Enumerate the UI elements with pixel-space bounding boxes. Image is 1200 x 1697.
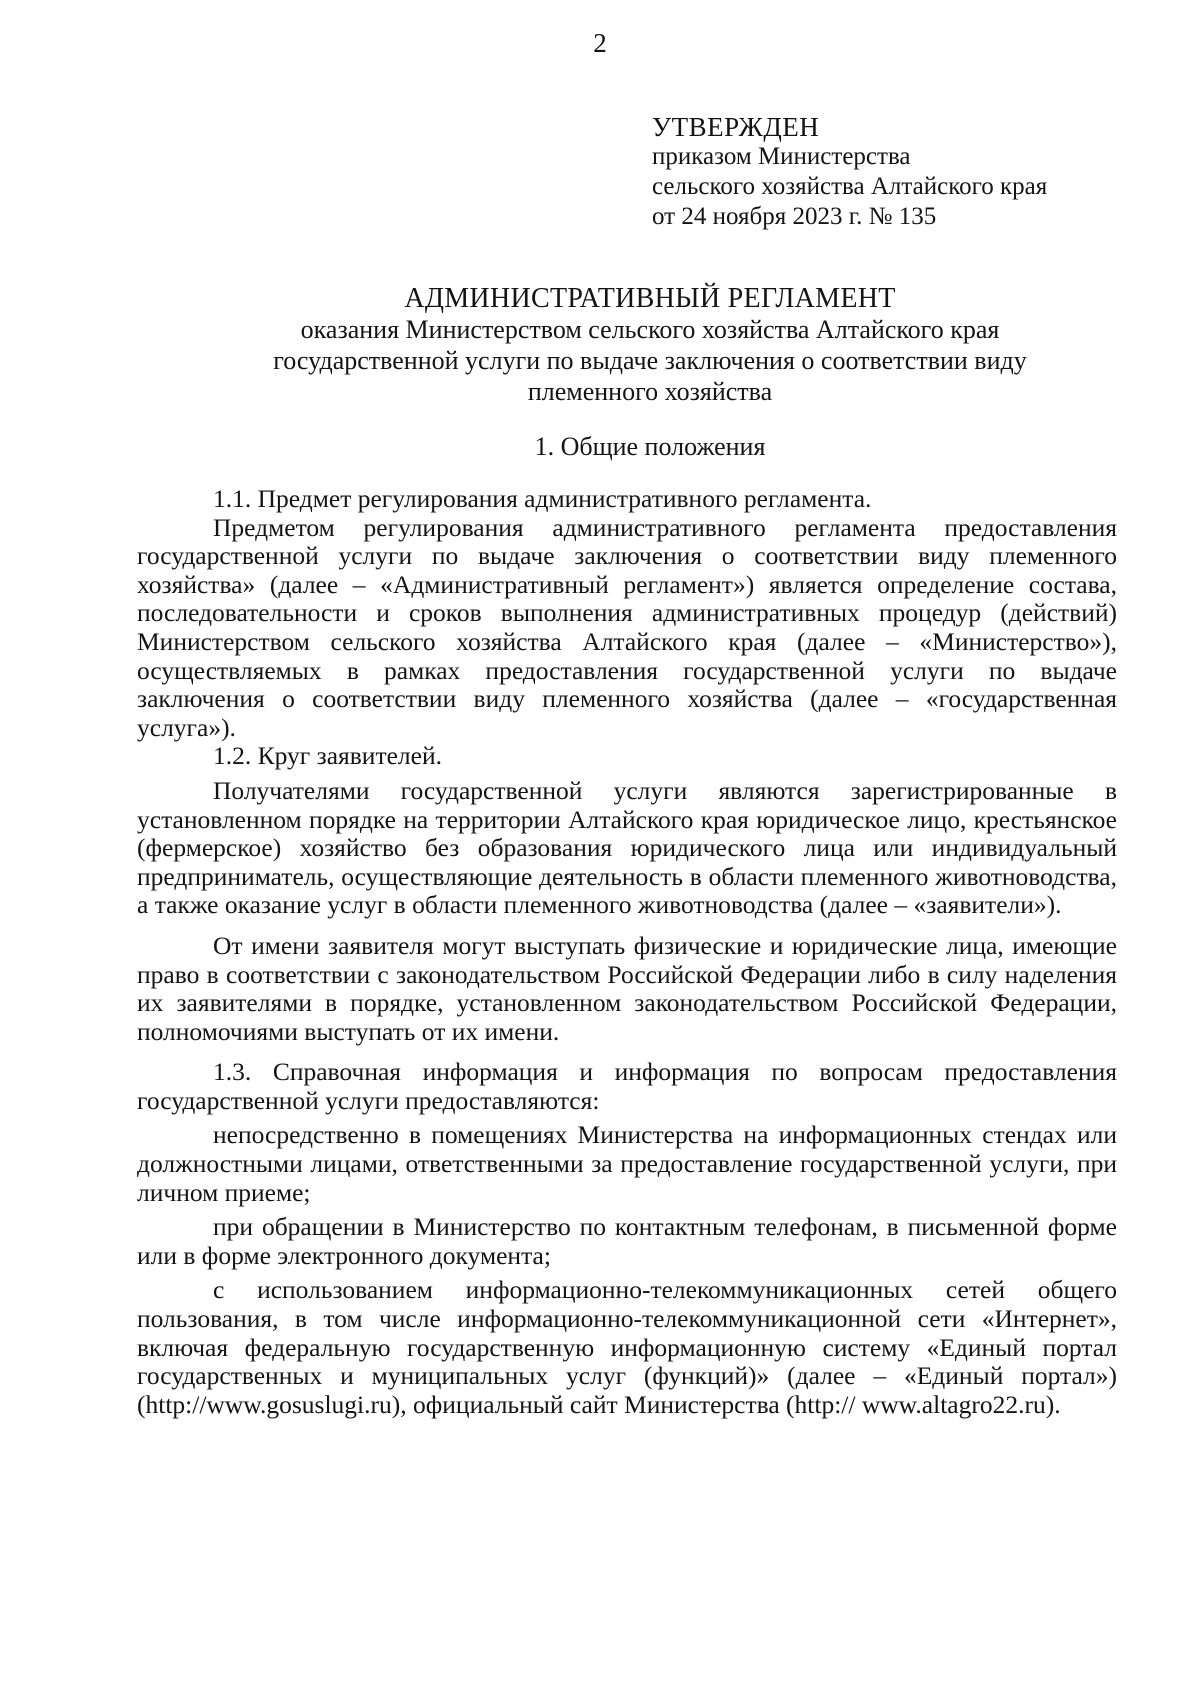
document-title: АДМИНИСТРАТИВНЫЙ РЕГЛАМЕНТ <box>404 283 896 314</box>
approval-line-3: от 24 ноября 2023 г. № 135 <box>652 203 937 230</box>
document-subtitle-line-3: племенного хозяйства <box>527 377 773 406</box>
section-heading: 1. Общие положения <box>534 432 766 461</box>
page-number: 2 <box>593 28 607 58</box>
approval-line-1: приказом Министерства <box>652 143 911 170</box>
paragraph-internet: с использованием информационно-телекоммуникационных сетей общего пользования, в том числе информационно-телекоммуникационной сети «Интернет», включая федеральную государственную информационную систему «Единый портал государственных и муниципальных услуг (функций)» (далее – «Единый портал») (http://www.gosuslugi.ru), официальный сайт Министерства (http:// www.altagro22.ru). <box>137 1275 1117 1419</box>
approval-line-2: сельского хозяйства Алтайского края <box>652 173 1048 200</box>
paragraph-1-1-heading: 1.1. Предмет регулирования административного регламента. <box>213 484 872 513</box>
document-subtitle-line-1: оказания Министерством сельского хозяйства Алтайского края <box>300 315 1000 344</box>
document-subtitle-line-2: государственной услуги по выдаче заключения о соответствии виду <box>273 346 1027 375</box>
paragraph-contact: при обращении в Министерство по контактным телефонам, в письменной форме или в форме электронного документа; <box>137 1212 1117 1270</box>
paragraph-applicants: Получателями государственной услуги являются зарегистрированные в установленном порядке на территории Алтайского края юридическое лицо, крестьянское (фермерское) хозяйство без образования юридического лица или индивидуальный предприниматель, осуществляющие деятельность в области племенного животноводства, а также оказание услуг в области племенного животноводства (далее – «заявители»). <box>137 775 1117 920</box>
paragraph-1-3-heading: 1.3. Справочная информация и информация по вопросам предоставления государственной услуги предоставляются: <box>137 1057 1117 1115</box>
document-title-block <box>150 283 1150 407</box>
paragraph-subject: Предметом регулирования административного регламента предоставления государственной услуги по выдаче заключения о соответствии виду племенного хозяйства» (далее – «Административный регламент») является определение состава, последовательности и сроков выполнения административных процедур (действий) Министерством сельского хозяйства Алтайского края (далее – «Министерство»), осуществляемых в рамках предоставления государственной услуги по выдаче заключения о соответствии виду племенного хозяйства (далее – «государственная услуга»). <box>137 512 1117 742</box>
approval-status: УТВЕРЖДЕН <box>652 112 820 142</box>
approval-stamp <box>652 112 1172 232</box>
paragraph-1-2-heading: 1.2. Круг заявителей. <box>213 741 442 771</box>
document-body <box>137 485 1117 1419</box>
paragraph-premises: непосредственно в помещениях Министерства на информационных стендах или должностными лицами, ответственными за предоставление государственной услуги, при личном приеме; <box>137 1120 1117 1207</box>
paragraph-representatives: От имени заявителя могут выступать физические и юридические лица, имеющие право в соответствии с законодательством Российской Федерации либо в силу наделения их заявителями в порядке, установленном законодательством Российской Федерации, полномочиями выступать от их имени. <box>137 930 1117 1046</box>
